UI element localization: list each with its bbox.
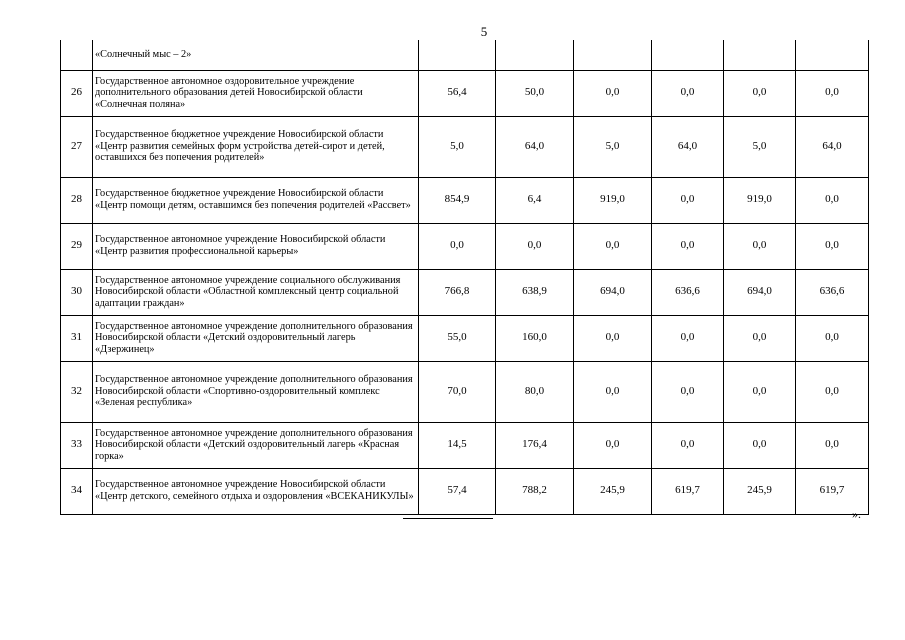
value-cell: 0,0 bbox=[652, 223, 724, 269]
value-cell: 56,4 bbox=[419, 70, 496, 116]
value-cell: 14,5 bbox=[419, 422, 496, 468]
value-cell: 636,6 bbox=[796, 269, 869, 315]
value-cell: 854,9 bbox=[419, 177, 496, 223]
value-cell: 0,0 bbox=[652, 315, 724, 361]
value-cell: 0,0 bbox=[574, 315, 652, 361]
row-number: 26 bbox=[61, 70, 93, 116]
value-cell: 0,0 bbox=[724, 422, 796, 468]
table-row bbox=[61, 269, 869, 315]
value-cell: 619,7 bbox=[652, 468, 724, 514]
value-cell: 57,4 bbox=[419, 468, 496, 514]
institution-name: Государственное автономное учреждение Новосибирской области «Центр развития профессиональной карьеры» bbox=[93, 223, 419, 269]
value-cell: 0,0 bbox=[652, 361, 724, 422]
row-number: 32 bbox=[61, 361, 93, 422]
value-cell bbox=[496, 40, 574, 70]
closing-quote: ». bbox=[852, 507, 861, 521]
row-number: 27 bbox=[61, 116, 93, 177]
institution-name: Государственное автономное учреждение Новосибирской области «Центр детского, семейного отдыха и оздоровления «ВСЕКАНИКУЛЫ» bbox=[93, 468, 419, 514]
table-body bbox=[61, 40, 869, 514]
value-cell: 0,0 bbox=[652, 70, 724, 116]
row-number: 31 bbox=[61, 315, 93, 361]
page-number: 5 bbox=[480, 24, 488, 39]
table-row bbox=[61, 223, 869, 269]
row-number: 30 bbox=[61, 269, 93, 315]
value-cell: 0,0 bbox=[724, 223, 796, 269]
table-row bbox=[61, 116, 869, 177]
row-number: 29 bbox=[61, 223, 93, 269]
value-cell bbox=[796, 40, 869, 70]
table-row bbox=[61, 361, 869, 422]
table-row bbox=[61, 70, 869, 116]
value-cell: 694,0 bbox=[724, 269, 796, 315]
value-cell: 160,0 bbox=[496, 315, 574, 361]
value-cell: 0,0 bbox=[796, 70, 869, 116]
value-cell: 0,0 bbox=[724, 361, 796, 422]
value-cell: 0,0 bbox=[419, 223, 496, 269]
value-cell: 5,0 bbox=[419, 116, 496, 177]
value-cell: 766,8 bbox=[419, 269, 496, 315]
row-number: 34 bbox=[61, 468, 93, 514]
value-cell: 245,9 bbox=[724, 468, 796, 514]
value-cell: 64,0 bbox=[496, 116, 574, 177]
value-cell: 0,0 bbox=[796, 223, 869, 269]
value-cell: 0,0 bbox=[796, 361, 869, 422]
table-row bbox=[61, 422, 869, 468]
value-cell: 50,0 bbox=[496, 70, 574, 116]
value-cell: 0,0 bbox=[724, 315, 796, 361]
table-row bbox=[61, 315, 869, 361]
value-cell: 0,0 bbox=[724, 70, 796, 116]
row-number: 33 bbox=[61, 422, 93, 468]
institution-name: Государственное автономное учреждение дополнительного образования Новосибирской области «Детский оздоровительный лагерь «Красная горка» bbox=[93, 422, 419, 468]
value-cell bbox=[652, 40, 724, 70]
institution-name: «Солнечный мыс – 2» bbox=[93, 40, 419, 70]
institution-name: Государственное автономное учреждение дополнительного образования Новосибирской области «Детский оздоровительный лагерь «Дзержинец» bbox=[93, 315, 419, 361]
value-cell: 6,4 bbox=[496, 177, 574, 223]
value-cell: 70,0 bbox=[419, 361, 496, 422]
value-cell: 0,0 bbox=[652, 422, 724, 468]
value-cell: 55,0 bbox=[419, 315, 496, 361]
value-cell: 5,0 bbox=[574, 116, 652, 177]
value-cell: 0,0 bbox=[574, 361, 652, 422]
value-cell: 80,0 bbox=[496, 361, 574, 422]
value-cell: 245,9 bbox=[574, 468, 652, 514]
value-cell bbox=[724, 40, 796, 70]
institution-name: Государственное бюджетное учреждение Новосибирской области «Центр развития семейных форм устройства детей-сирот и детей, оставшихся без попечения родителей» bbox=[93, 116, 419, 177]
value-cell: 0,0 bbox=[796, 177, 869, 223]
funding-table bbox=[60, 40, 869, 515]
value-cell: 919,0 bbox=[574, 177, 652, 223]
value-cell: 176,4 bbox=[496, 422, 574, 468]
table-row bbox=[61, 468, 869, 514]
value-cell: 64,0 bbox=[796, 116, 869, 177]
value-cell: 0,0 bbox=[652, 177, 724, 223]
value-cell bbox=[419, 40, 496, 70]
value-cell: 64,0 bbox=[652, 116, 724, 177]
table-row-continuation bbox=[61, 40, 869, 70]
value-cell bbox=[574, 40, 652, 70]
value-cell: 919,0 bbox=[724, 177, 796, 223]
institution-name: Государственное бюджетное учреждение Новосибирской области «Центр помощи детям, оставшимся без попечения родителей «Рассвет» bbox=[93, 177, 419, 223]
institution-name: Государственное автономное учреждение дополнительного образования Новосибирской области «Спортивно-оздоровительный комплекс «Зеленая республика» bbox=[93, 361, 419, 422]
institution-name: Государственное автономное оздоровительное учреждение дополнительного образования детей Новосибирской области «Солнечная поляна» bbox=[93, 70, 419, 116]
value-cell: 638,9 bbox=[496, 269, 574, 315]
value-cell: 0,0 bbox=[574, 70, 652, 116]
value-cell: 0,0 bbox=[796, 315, 869, 361]
value-cell: 636,6 bbox=[652, 269, 724, 315]
row-number bbox=[61, 40, 93, 70]
value-cell: 694,0 bbox=[574, 269, 652, 315]
value-cell: 619,7 bbox=[796, 468, 869, 514]
footnote-divider bbox=[403, 518, 493, 519]
institution-name: Государственное автономное учреждение социального обслуживания Новосибирской области «Областной комплексный центр социальной адаптации граждан» bbox=[93, 269, 419, 315]
value-cell: 788,2 bbox=[496, 468, 574, 514]
value-cell: 0,0 bbox=[796, 422, 869, 468]
row-number: 28 bbox=[61, 177, 93, 223]
value-cell: 5,0 bbox=[724, 116, 796, 177]
value-cell: 0,0 bbox=[496, 223, 574, 269]
value-cell: 0,0 bbox=[574, 223, 652, 269]
value-cell: 0,0 bbox=[574, 422, 652, 468]
table-row bbox=[61, 177, 869, 223]
